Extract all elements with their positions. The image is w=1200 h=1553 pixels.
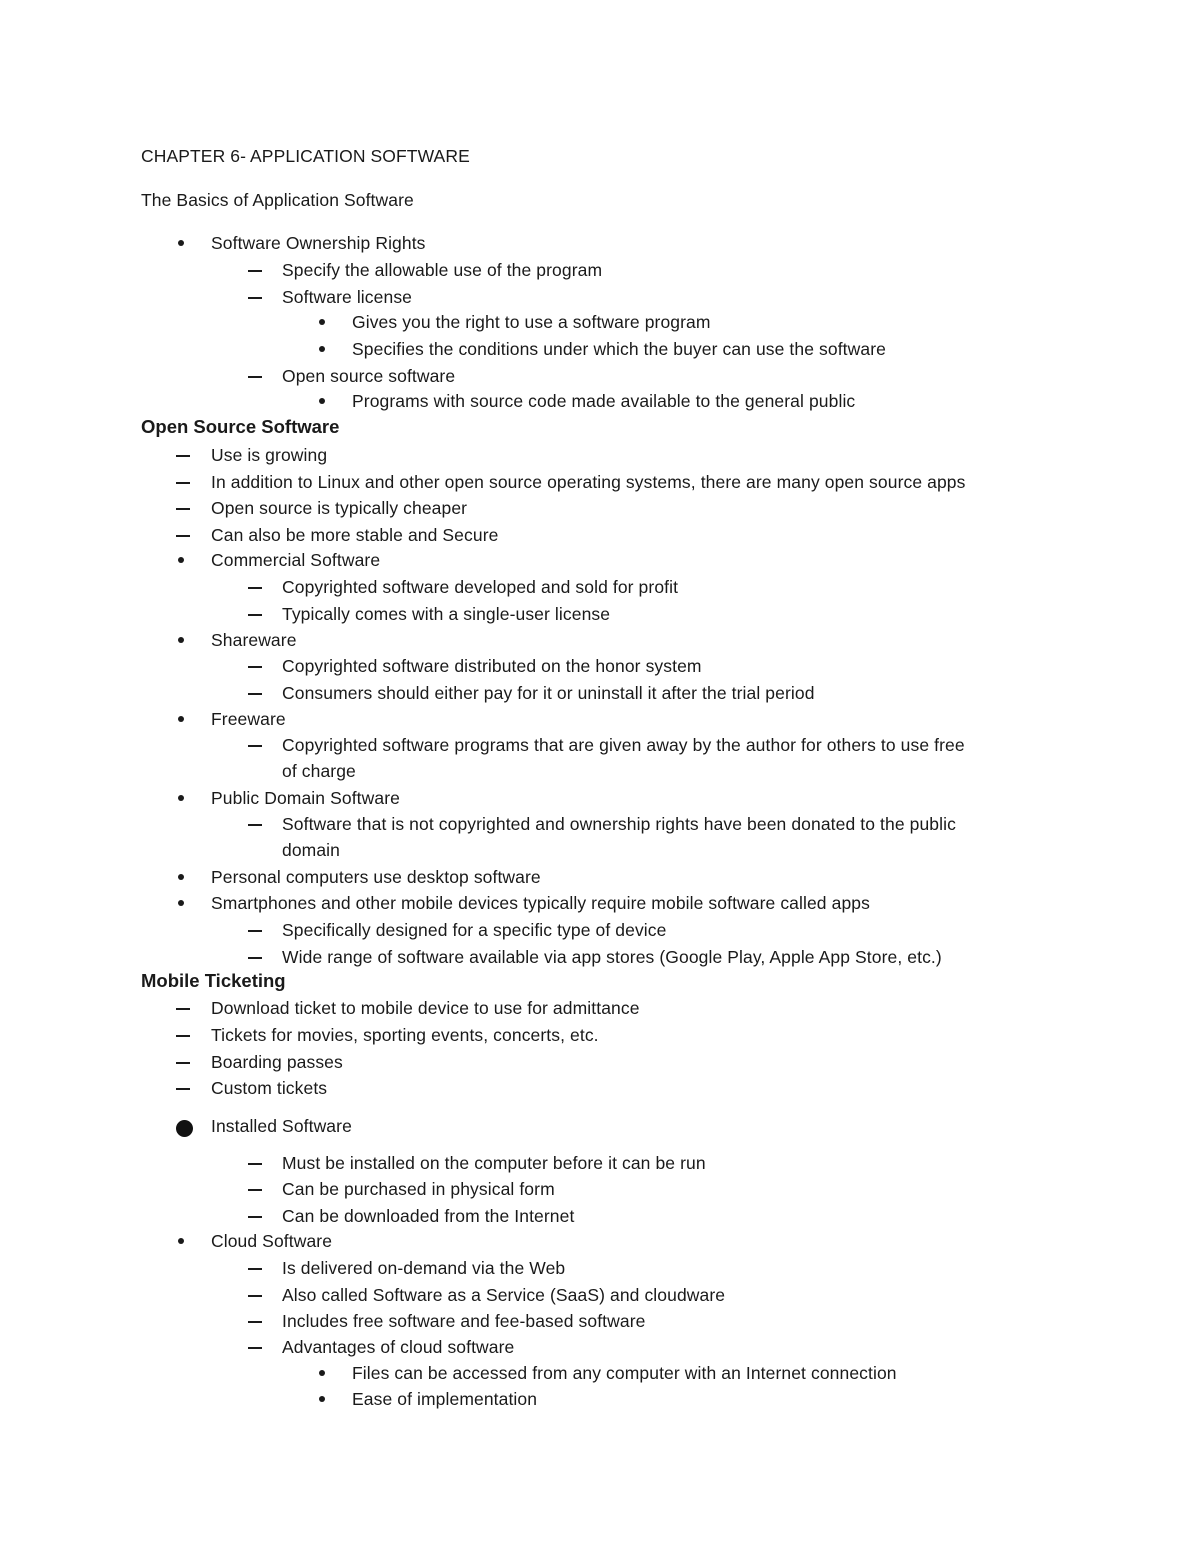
list-item: Advantages of cloud software bbox=[282, 1337, 515, 1357]
list-item: Commercial Software bbox=[211, 550, 381, 570]
dash-icon bbox=[176, 482, 190, 484]
bullet-icon bbox=[178, 716, 184, 722]
list-item: Gives you the right to use a software program bbox=[352, 312, 711, 332]
list-item: Specify the allowable use of the program bbox=[282, 260, 603, 280]
dash-icon bbox=[248, 930, 262, 932]
bullet-icon bbox=[178, 557, 184, 563]
list-item: Specifically designed for a specific type of device bbox=[282, 920, 667, 940]
dash-icon bbox=[176, 508, 190, 510]
large-bullet-icon bbox=[176, 1120, 193, 1137]
list-item: Personal computers use desktop software bbox=[211, 867, 541, 887]
dash-icon bbox=[248, 693, 262, 695]
dash-icon bbox=[248, 666, 262, 668]
list-item: Specifies the conditions under which the buyer can use the software bbox=[352, 339, 886, 359]
dash-icon bbox=[248, 1268, 262, 1270]
list-item: Programs with source code made available to the general public bbox=[352, 391, 856, 411]
list-item: Copyrighted software distributed on the honor system bbox=[282, 656, 702, 676]
list-item-continuation: of charge bbox=[282, 761, 356, 781]
dash-icon bbox=[248, 1163, 262, 1165]
list-item: Also called Software as a Service (SaaS) and cloudware bbox=[282, 1285, 726, 1305]
list-item: Includes free software and fee-based software bbox=[282, 1311, 646, 1331]
list-item: Tickets for movies, sporting events, concerts, etc. bbox=[211, 1025, 599, 1045]
section-heading: Open Source Software bbox=[141, 416, 340, 437]
bullet-icon bbox=[178, 795, 184, 801]
list-item: Download ticket to mobile device to use for admittance bbox=[211, 998, 640, 1018]
list-item: Boarding passes bbox=[211, 1052, 343, 1072]
list-item: Ease of implementation bbox=[352, 1389, 538, 1409]
list-item: Can be downloaded from the Internet bbox=[282, 1206, 575, 1226]
bullet-icon bbox=[178, 900, 184, 906]
list-item: Use is growing bbox=[211, 445, 328, 465]
dash-icon bbox=[248, 1216, 262, 1218]
dash-icon bbox=[248, 297, 262, 299]
bullet-icon bbox=[319, 346, 325, 352]
dash-icon bbox=[248, 745, 262, 747]
dash-icon bbox=[176, 1062, 190, 1064]
dash-icon bbox=[176, 1008, 190, 1010]
list-item-continuation: domain bbox=[282, 840, 340, 860]
dash-icon bbox=[248, 270, 262, 272]
bullet-icon bbox=[178, 874, 184, 880]
list-item: Installed Software bbox=[211, 1116, 352, 1136]
list-item: Files can be accessed from any computer with an Internet connection bbox=[352, 1363, 897, 1383]
dash-icon bbox=[248, 376, 262, 378]
bullet-icon bbox=[319, 1370, 325, 1376]
dash-icon bbox=[176, 455, 190, 457]
list-item: Copyrighted software programs that are given away by the author for others to use free bbox=[282, 735, 965, 755]
dash-icon bbox=[248, 1189, 262, 1191]
list-item: Must be installed on the computer before it can be run bbox=[282, 1153, 706, 1173]
list-item: Copyrighted software developed and sold for profit bbox=[282, 577, 679, 597]
bullet-icon bbox=[319, 1396, 325, 1402]
dash-icon bbox=[248, 1347, 262, 1349]
bullet-icon bbox=[178, 637, 184, 643]
bullet-icon bbox=[319, 398, 325, 404]
dash-icon bbox=[176, 535, 190, 537]
list-item: Consumers should either pay for it or uninstall it after the trial period bbox=[282, 683, 815, 703]
dash-icon bbox=[176, 1088, 190, 1090]
section-heading: Mobile Ticketing bbox=[141, 970, 286, 991]
list-item: Can be purchased in physical form bbox=[282, 1179, 555, 1199]
dash-icon bbox=[248, 957, 262, 959]
list-item: Smartphones and other mobile devices typically require mobile software called apps bbox=[211, 893, 870, 913]
dash-icon bbox=[248, 614, 262, 616]
dash-icon bbox=[176, 1035, 190, 1037]
list-item: Typically comes with a single-user license bbox=[282, 604, 611, 624]
bullet-icon bbox=[178, 1238, 184, 1244]
bullet-icon bbox=[178, 240, 184, 246]
list-item: Shareware bbox=[211, 630, 297, 650]
list-item: Open source is typically cheaper bbox=[211, 498, 468, 518]
bullet-icon bbox=[319, 319, 325, 325]
list-item: Cloud Software bbox=[211, 1231, 333, 1251]
list-item: Open source software bbox=[282, 366, 456, 386]
dash-icon bbox=[248, 824, 262, 826]
list-item: Software that is not copyrighted and ownership rights have been donated to the public bbox=[282, 814, 956, 834]
list-item: Can also be more stable and Secure bbox=[211, 525, 499, 545]
list-item: Software license bbox=[282, 287, 412, 307]
dash-icon bbox=[248, 1321, 262, 1323]
list-item: Public Domain Software bbox=[211, 788, 400, 808]
list-item: In addition to Linux and other open source operating systems, there are many open source apps bbox=[211, 472, 966, 492]
list-item: Freeware bbox=[211, 709, 286, 729]
chapter-title: CHAPTER 6- APPLICATION SOFTWARE bbox=[141, 146, 470, 166]
dash-icon bbox=[248, 587, 262, 589]
dash-icon bbox=[248, 1295, 262, 1297]
list-item: Is delivered on-demand via the Web bbox=[282, 1258, 566, 1278]
list-item: Custom tickets bbox=[211, 1078, 328, 1098]
list-item: Wide range of software available via app stores (Google Play, Apple App Store, etc.) bbox=[282, 947, 942, 967]
list-item: Software Ownership Rights bbox=[211, 233, 426, 253]
section-subtitle: The Basics of Application Software bbox=[141, 190, 414, 210]
